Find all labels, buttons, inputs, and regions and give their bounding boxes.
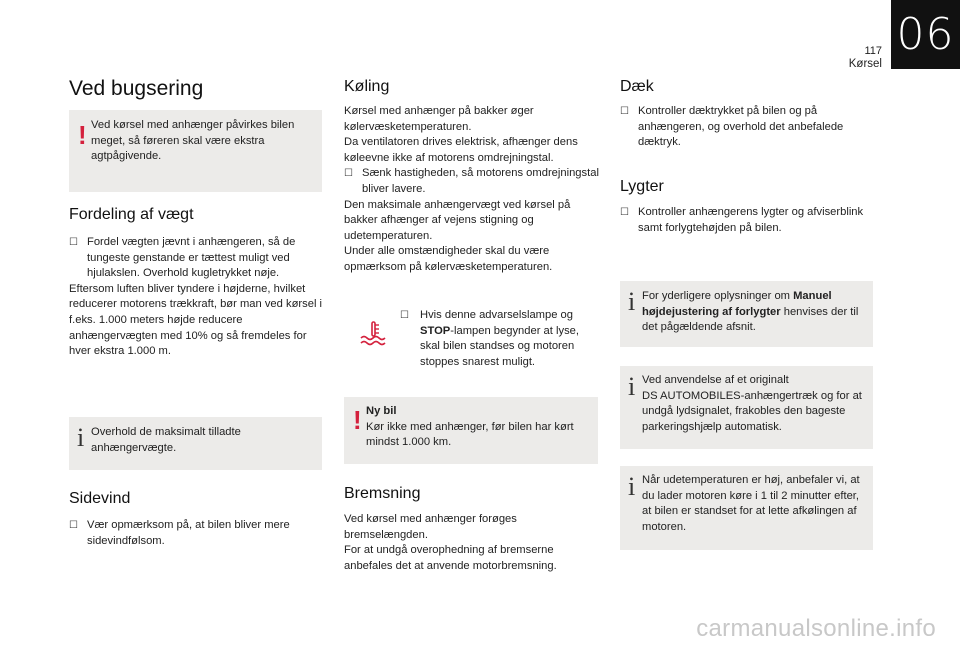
watermark: carmanualsonline.info	[696, 615, 936, 642]
paragraph: Ved kørsel med anhænger forøges bremselængden.	[344, 513, 517, 541]
info-box-cooling	[620, 466, 873, 550]
heading-lygter: Lygter	[620, 178, 664, 195]
info-towbar-text	[642, 373, 865, 435]
bremsning-text	[344, 512, 602, 574]
heading-fordeling: Fordeling af vægt	[69, 206, 194, 223]
daek-text	[620, 104, 876, 151]
warning-exclamation-icon: !	[353, 405, 362, 435]
heading-bremsning: Bremsning	[344, 485, 421, 502]
bullet-item	[69, 518, 325, 549]
new-car-title: Ny bil	[366, 405, 397, 417]
bullet-arrow-icon: ☐	[69, 237, 78, 248]
page-title: Ved bugsering	[69, 77, 204, 100]
new-car-text	[366, 404, 590, 451]
lamp-text-post: -lampen begynder at lyse, skal bilen standses og motoren stoppes snarest muligt.	[420, 324, 579, 368]
warning-exclamation-icon: !	[78, 120, 87, 150]
paragraph: Da ventilatoren drives elektrisk, afhænger dens køleevne ikke af motorens omdrejningstal.	[344, 136, 578, 164]
info-icon: i	[628, 287, 636, 316]
bullet-arrow-icon: ☐	[620, 207, 629, 218]
paragraph: For at undgå overophedning af bremserne anbefales det at anvende motorbremsning.	[344, 544, 557, 572]
bullet-arrow-icon: ☐	[344, 168, 353, 180]
info-icon: i	[628, 472, 636, 501]
lamp-text	[400, 308, 596, 370]
bullet-arrow-icon: ☐	[620, 106, 629, 117]
warning-text: Ved kørsel med anhænger påvirkes bilen meget, så føreren skal være ekstra agtpågivende.	[91, 119, 295, 163]
bullet-text: Kontroller anhængerens lygter og afviserblink samt forlygtehøjden på bilen.	[638, 206, 864, 234]
bullet-item	[69, 235, 325, 282]
bullet-text: Sænk hastigheden, så motorens omdrejningstal bliver lavere.	[362, 167, 599, 195]
info-pre: For yderligere oplysninger om	[642, 290, 794, 302]
info-bold-link: Manuel højdejustering af forlygter	[642, 290, 832, 318]
info-icon: i	[628, 372, 636, 401]
info-post: henvises der til det pågældende afsnit.	[642, 305, 859, 334]
info-icon: i	[77, 423, 85, 452]
info-box-towbar	[620, 366, 873, 449]
heading-sidevind: Sidevind	[69, 490, 131, 507]
coolant-lamp-block	[344, 300, 598, 382]
lygter-text	[620, 205, 876, 236]
bullet-text: Fordel vægten jævnt i anhængeren, så de tungeste genstande er tættest muligt ved hjulakslen. Overhold kugletrykket nøje.	[87, 236, 296, 280]
info-line-2: DS AUTOMOBILES-anhængertræk og for at undgå lydsignalet, frakobles den bageste parkeringshjælp automatisk.	[642, 389, 862, 433]
heading-daek: Dæk	[620, 78, 654, 95]
paragraph: Den maksimale anhængervægt ved kørsel på bakker afhænger af vejens stigning og udetemperaturen.	[344, 198, 571, 242]
info-cooling-text: Når udetemperaturen er høj, anbefaler vi, at du lader motoren køre i 1 til 2 minutter efter, at bilen er standset for at lette afkølingen af motoren.	[642, 474, 860, 533]
new-car-box	[344, 397, 598, 464]
new-car-body: Kør ikke med anhænger, før bilen har kørt mindst 1.000 km.	[366, 420, 574, 449]
bullet-arrow-icon: ☐	[400, 310, 409, 321]
info-box	[69, 417, 322, 470]
paragraph: Eftersom luften bliver tyndere i højderne, hvilket reducerer motorens trækkraft, bør man ved kørsel i f.eks. 1.000 meters højde reducere anhængervægten med 10% og så fremdeles for hver ekstra 1.000 m.	[69, 282, 323, 358]
bullet-arrow-icon: ☐	[69, 520, 78, 531]
bullet-item	[620, 205, 876, 236]
warning-box	[69, 110, 322, 192]
bullet-item	[344, 166, 602, 197]
paragraph: Under alle omstændigheder skal du være opmærksom på kølervæsketemperaturen.	[344, 245, 553, 273]
stop-label: STOP	[420, 324, 451, 337]
page-number: 117	[864, 45, 882, 57]
heading-koling: Køling	[344, 78, 390, 95]
chapter-tab: 06	[891, 0, 960, 69]
info-text: Overhold de maksimalt tilladte anhængervægte.	[91, 426, 241, 454]
bullet-text: Kontroller dæktrykket på bilen og på anhængeren, og overhold det anbefalede dæktryk.	[638, 105, 844, 149]
section-name: Kørsel	[848, 58, 882, 70]
koling-text	[344, 104, 602, 276]
fordeling-text	[69, 235, 325, 360]
coolant-temperature-icon	[358, 320, 390, 346]
sidevind-text	[69, 518, 325, 549]
paragraph: Kørsel med anhænger på bakker øger kølervæsketemperaturen.	[344, 105, 534, 133]
info-headlights-text	[642, 289, 865, 336]
bullet-item	[620, 104, 876, 151]
bullet-text: Vær opmærksom på, at bilen bliver mere sidevindfølsom.	[87, 519, 290, 547]
info-box-headlights	[620, 281, 873, 347]
info-line-1: Ved anvendelse af et originalt	[642, 374, 789, 386]
lamp-text-pre: Hvis denne advarselslampe og	[420, 309, 573, 321]
